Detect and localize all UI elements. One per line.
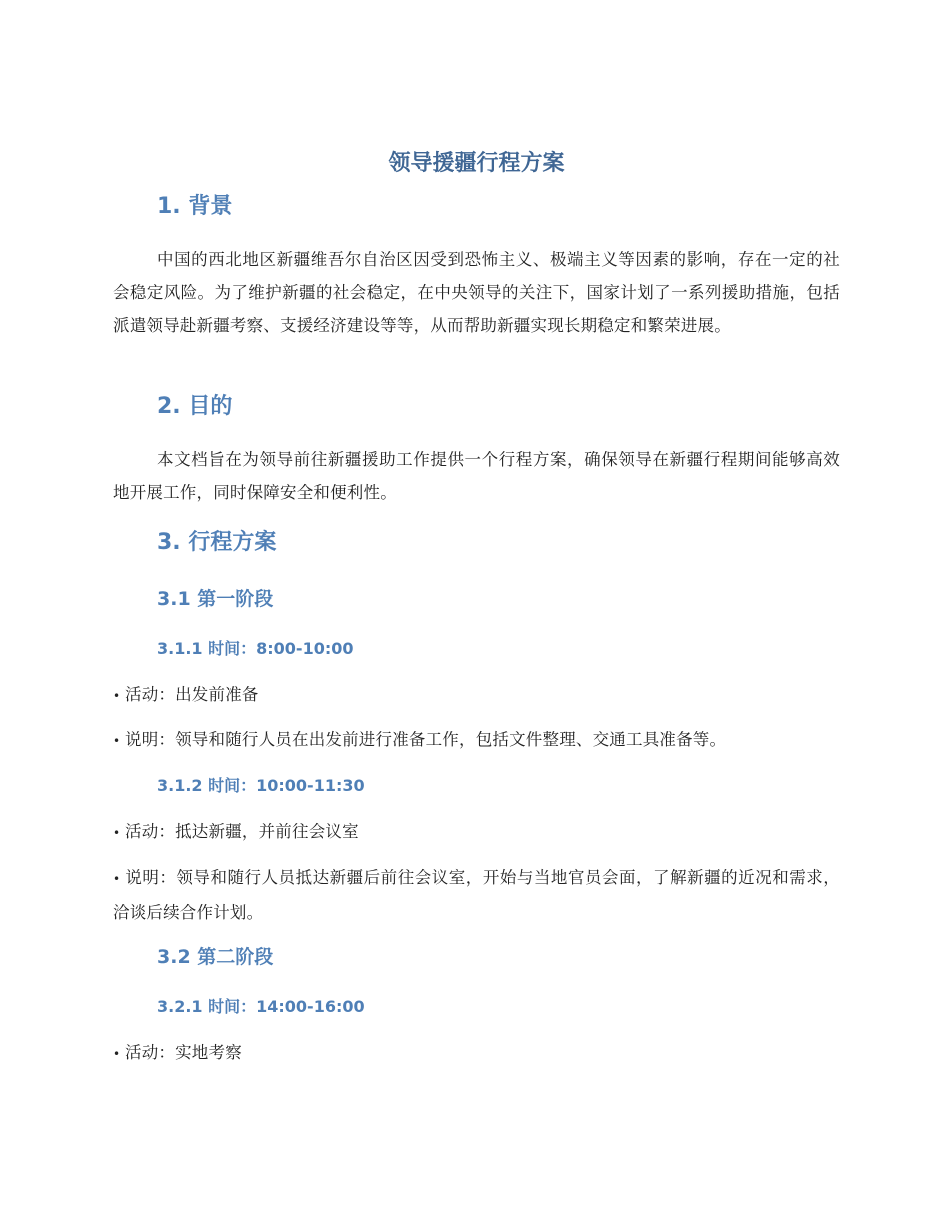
slot-heading-3-1-2: 3.1.2 时间：10:00-11:30 <box>157 776 365 795</box>
slot-note-3-1-2: 说明：领导和随行人员抵达新疆后前往会议室，开始与当地官员会面，了解新疆的近况和需求，洽谈后续合作计划。 <box>113 868 840 922</box>
bullet-icon: • <box>113 689 121 703</box>
slot-heading-3-2-1: 3.2.1 时间：14:00-16:00 <box>157 997 365 1016</box>
list-item <box>113 861 840 929</box>
slot-activity-3-1-1: 活动：出发前准备 <box>125 685 259 704</box>
slot-activity-3-2-1: 活动：实地考察 <box>125 1043 242 1062</box>
list-item <box>113 1036 840 1071</box>
purpose-paragraph: 本文档旨在为领导前往新疆援助工作提供一个行程方案，确保领导在新疆行程期间能够高效地开展工作，同时保障安全和便利性。 <box>113 450 840 502</box>
slot-heading-3-1-1: 3.1.1 时间：8:00-10:00 <box>157 639 354 658</box>
document-title: 领导援疆行程方案 <box>388 151 565 176</box>
background-paragraph: 中国的西北地区新疆维吾尔自治区因受到恐怖主义、极端主义等因素的影响，存在一定的社会稳定风险。为了维护新疆的社会稳定，在中央领导的关注下，国家计划了一系列援助措施，包括派遣领导赴新疆考察、支援经济建设等等，从而帮助新疆实现长期稳定和繁荣进展。 <box>113 250 840 335</box>
section-heading-purpose: 2. 目的 <box>157 394 233 419</box>
bullet-icon: • <box>113 872 121 886</box>
bullet-icon: • <box>113 734 121 748</box>
stage-heading-1: 3.1 第一阶段 <box>157 588 274 610</box>
stage-heading-2: 3.2 第二阶段 <box>157 946 274 968</box>
slot-activity-3-1-2: 活动：抵达新疆，并前往会议室 <box>125 822 359 841</box>
bullet-icon: • <box>113 1047 121 1061</box>
list-item <box>113 678 840 713</box>
section-heading-background: 1. 背景 <box>157 194 233 219</box>
list-item <box>113 723 840 758</box>
slot-note-3-1-1: 说明：领导和随行人员在出发前进行准备工作，包括文件整理、交通工具准备等。 <box>125 730 727 749</box>
list-item <box>113 815 840 850</box>
section-heading-itinerary: 3. 行程方案 <box>157 530 277 555</box>
bullet-icon: • <box>113 826 121 840</box>
